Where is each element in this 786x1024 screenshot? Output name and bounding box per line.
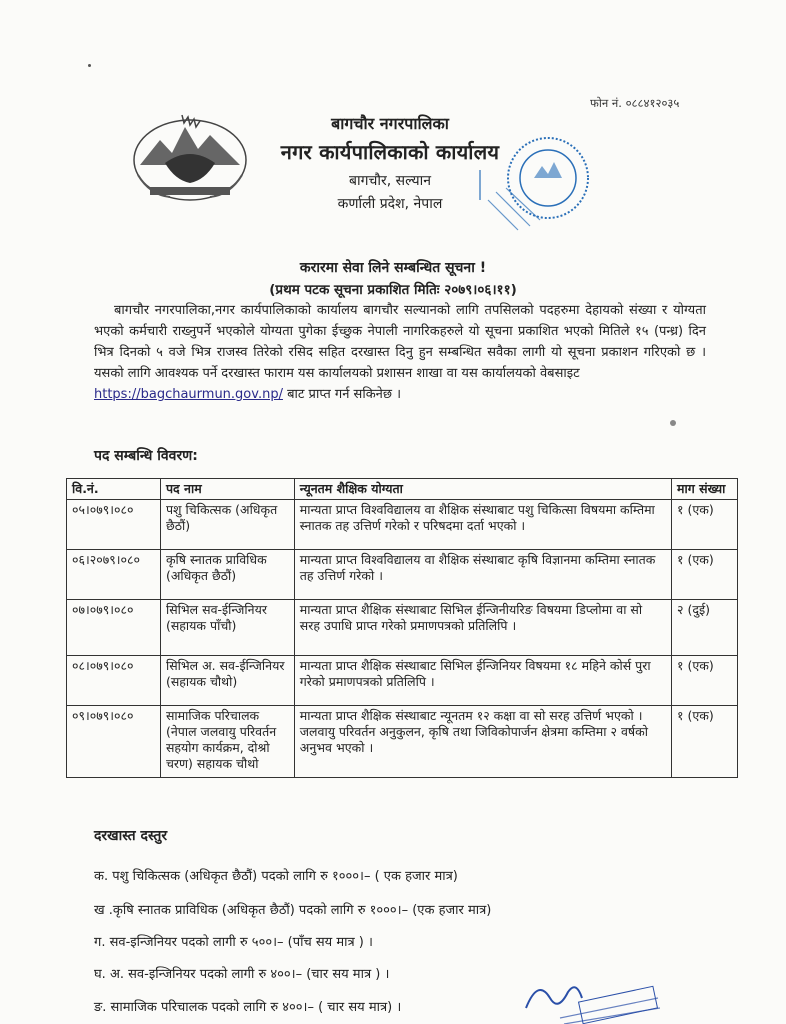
office-seal-icon	[478, 130, 596, 248]
cell-serial: ०९।०७९।०८०	[67, 706, 161, 778]
cell-count: १ (एक)	[672, 706, 738, 778]
cell-serial: ०६।२०७९।०८०	[67, 550, 161, 600]
cell-post: सिभिल अ. सव-ईन्जिनियर (सहायक चौथो)	[160, 656, 294, 706]
signature-stamp-icon	[520, 968, 660, 1024]
cell-count: १ (एक)	[672, 550, 738, 600]
province-name: कर्णाली प्रदेश, नेपाल	[337, 196, 443, 212]
link-suffix-text: बाट प्राप्त गर्न सकिनेछ ।	[282, 387, 402, 402]
cell-serial: ०७।०७९।०८०	[67, 600, 161, 656]
phone-number: फोन नं. ०८८४१२०३५	[590, 96, 680, 110]
notice-body	[94, 300, 706, 405]
speck	[670, 420, 676, 426]
fee-item: घ. अ. सव-इन्जिनियर पदको लागी रु ४००।– (चार सय मात्र ) ।	[94, 967, 390, 982]
table-row	[67, 550, 738, 600]
nepal-emblem-icon	[130, 105, 250, 205]
letterhead	[270, 112, 510, 213]
table-row	[67, 600, 738, 656]
fee-item: ख .कृषि स्नातक प्राविधिक (अधिकृत छैठौं) पदको लागि रु १०००।– (एक हजार मात्र)	[94, 903, 492, 918]
fee-item: ग. सव-इन्जिनियर पदको लागी रु ५००।– (पाँच सय मात्र ) ।	[94, 935, 373, 950]
office-name: नगर कार्यपालिकाको कार्यालय	[280, 140, 500, 164]
fee-item: ङ. सामाजिक परिचालक पदको लागि रु ४००।– ( चार सय मात्र) ।	[94, 1000, 402, 1015]
cell-count: १ (एक)	[672, 500, 738, 550]
cell-qualification: मान्यता प्राप्त शैक्षिक संस्थाबाट सिभिल ईन्जिनीयरिङ विषयमा डिप्लोमा वा सो सरह उपाधि प्राप्त गरेको प्रमाणपत्रको प्रतिलिपि ।	[294, 600, 671, 656]
cell-post: कृषि स्नातक प्राविधिक (अधिकृत छैठौं)	[160, 550, 294, 600]
table-row	[67, 656, 738, 706]
table-header-row	[67, 479, 738, 500]
fee-item: क. पशु चिकित्सक (अधिकृत छैठौं) पदको लागि रु १०००।– ( एक हजार मात्र)	[94, 869, 458, 884]
header-qualification: न्यूनतम शैक्षिक योग्यता	[294, 479, 671, 500]
table-row	[67, 500, 738, 550]
cell-qualification: मान्यता प्राप्त विश्वविद्यालय वा शैक्षिक संस्थाबाट पशु चिकित्सा विषयमा कम्तिमा स्नातक तह उत्तिर्ण गरेको र परिषदमा दर्ता भएको ।	[294, 500, 671, 550]
header-count: माग संख्या	[672, 479, 738, 500]
cell-post: पशु चिकित्सक (अधिकृत छैठौं)	[160, 500, 294, 550]
cell-qualification: मान्यता प्राप्त शैक्षिक संस्थाबाट सिभिल ईन्जिनियर विषयमा १८ महिने कोर्स पुरा गरेको प्रमाणपत्रको प्रतिलिपि ।	[294, 656, 671, 706]
speck	[88, 64, 91, 67]
cell-post: सिभिल सव-ईन्जिनियर (सहायक पाँचौ)	[160, 600, 294, 656]
posts-section-title: पद सम्बन्धि विवरण:	[94, 448, 198, 464]
fees-title: दरखास्त दस्तुर	[94, 828, 168, 844]
cell-count: २ (दुई)	[672, 600, 738, 656]
cell-qualification: मान्यता प्राप्त विश्वविद्यालय वा शैक्षिक संस्थाबाट कृषि विज्ञानमा कम्तिमा स्नातक तह उत्तिर्ण गरेको ।	[294, 550, 671, 600]
cell-post: सामाजिक परिचालक (नेपाल जलवायु परिवर्तन सहयोग कार्यक्रम, दोश्रो चरण) सहायक चौथो	[160, 706, 294, 778]
cell-qualification: मान्यता प्राप्त शैक्षिक संस्थाबाट न्यूनतम १२ कक्षा वा सो सरह उत्तिर्ण भएको । जलवायु परिवर्तन अनुकुलन, कृषि तथा जिविकोपार्जन क्षेत्रमा कम्तिमा २ वर्षको अनुभव भएको ।	[294, 706, 671, 778]
notice-body-text: बागचौर नगरपालिका,नगर कार्यपालिकाको कार्यालय बागचौर सल्यानको लागि तपसिलको पदहरुमा देहायको संख्या र योग्यता भएको कर्मचारी राख्नुपर्ने भएकोले योग्यता पुगेका ईच्छुक नेपाली नागरिकहरुले यो सूचना प्रकाशित भएको मितिले १५ (पन्ध्र) दिन भित्र दिनको ५ वजे भित्र राजस्व तिरेको रसिद सहित दरखास्त दिनु हुन सम्बन्धित सवैका लागी यो सूचना प्रकाशन गरिएको छ । यसको लागि आवश्यक पर्ने दरखास्त फाराम यस कार्यालयको प्रशासन शाखा वा यस कार्यालयको वेबसाइट	[94, 303, 706, 381]
header-serial: वि.नं.	[67, 479, 161, 500]
office-location: बागचौर, सल्यान	[348, 173, 432, 189]
posts-table	[66, 478, 738, 778]
website-link[interactable]: https://bagchaurmun.gov.np/	[94, 387, 283, 402]
cell-serial: ०८।०७९।०८०	[67, 656, 161, 706]
table-row	[67, 706, 738, 778]
cell-count: १ (एक)	[672, 656, 738, 706]
cell-serial: ०५।०७९।०८०	[67, 500, 161, 550]
municipality-name: बागचौर नगरपालिका	[331, 114, 449, 133]
notice-publish-date: (प्रथम पटक सूचना प्रकाशित मितिः २०७९।०६।११)	[269, 282, 517, 298]
header-post: पद नाम	[160, 479, 294, 500]
notice-title: करारमा सेवा लिने सम्बन्धित सूचना !	[299, 260, 487, 276]
